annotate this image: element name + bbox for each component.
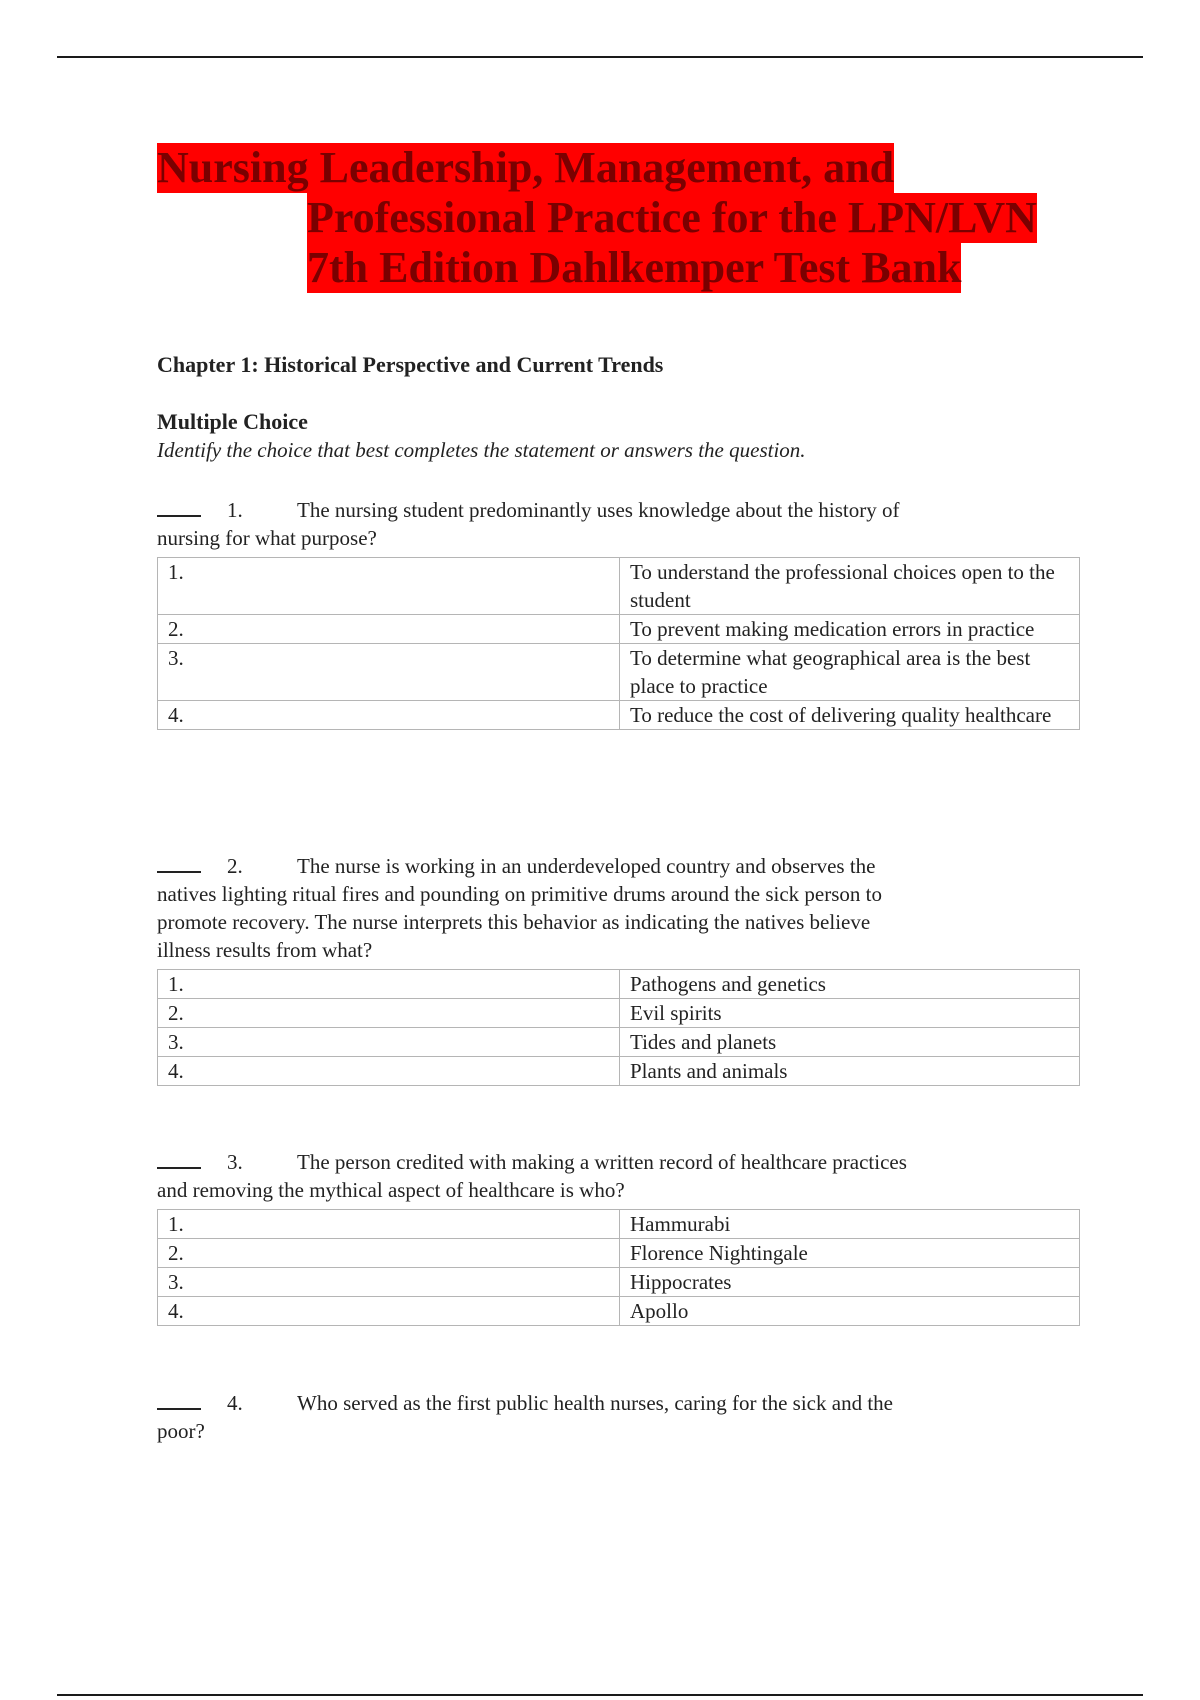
answer-blank[interactable] <box>157 851 201 873</box>
question-text-cont: promote recovery. The nurse interprets this behavior as indicating the natives believe <box>157 910 871 934</box>
question-text-cont: illness results from what? <box>157 938 373 962</box>
option-row <box>158 1297 1080 1326</box>
answer-blank[interactable] <box>157 1388 201 1410</box>
section-instruction: Identify the choice that best completes the statement or answers the question. <box>157 438 806 462</box>
question-text: The person credited with making a written record of healthcare practices <box>297 1150 907 1174</box>
option-number: 2. <box>158 1239 620 1268</box>
option-text: Apollo <box>620 1297 1080 1326</box>
option-text: To understand the professional choices open to the student <box>620 558 1080 615</box>
title-line-3: 7th Edition Dahlkemper Test Bank <box>307 243 962 292</box>
option-number: 4. <box>158 1297 620 1326</box>
option-text: To determine what geographical area is the best place to practice <box>620 644 1080 701</box>
option-row <box>158 970 1080 999</box>
option-number: 2. <box>158 615 620 644</box>
option-row <box>158 558 1080 615</box>
answer-blank[interactable] <box>157 1147 201 1169</box>
option-number: 4. <box>158 701 620 730</box>
option-number: 3. <box>158 644 620 701</box>
question-3 <box>157 1147 987 1204</box>
option-text: Hippocrates <box>620 1268 1080 1297</box>
section-heading: Multiple Choice <box>157 409 308 434</box>
option-row <box>158 615 1080 644</box>
options-table-1 <box>157 557 1080 730</box>
options-table-3 <box>157 1209 1080 1326</box>
option-text: Evil spirits <box>620 999 1080 1028</box>
header-rule <box>57 56 1143 58</box>
option-text: Hammurabi <box>620 1210 1080 1239</box>
option-row <box>158 1239 1080 1268</box>
question-number: 3. <box>227 1150 243 1174</box>
option-row <box>158 1028 1080 1057</box>
title-line-2: Professional Practice for the LPN/LVN <box>307 193 1037 242</box>
option-text: Plants and animals <box>620 1057 1080 1086</box>
option-row <box>158 644 1080 701</box>
question-1 <box>157 495 987 552</box>
option-row <box>158 1210 1080 1239</box>
question-text-cont: natives lighting ritual fires and pounding on primitive drums around the sick person to <box>157 882 882 906</box>
footer-rule <box>57 1694 1143 1696</box>
option-row <box>158 999 1080 1028</box>
question-number: 1. <box>227 498 243 522</box>
option-text: Tides and planets <box>620 1028 1080 1057</box>
option-number: 3. <box>158 1028 620 1057</box>
options-table-2 <box>157 969 1080 1086</box>
option-number: 2. <box>158 999 620 1028</box>
chapter-heading: Chapter 1: Historical Perspective and Current Trends <box>157 352 664 377</box>
option-row <box>158 1268 1080 1297</box>
question-text-cont: and removing the mythical aspect of healthcare is who? <box>157 1178 625 1202</box>
option-number: 1. <box>158 558 620 615</box>
question-text: The nurse is working in an underdeveloped country and observes the <box>297 854 876 878</box>
answer-blank[interactable] <box>157 495 201 517</box>
question-text: The nursing student predominantly uses knowledge about the history of <box>297 498 900 522</box>
question-text-cont: poor? <box>157 1419 205 1443</box>
option-number: 4. <box>158 1057 620 1086</box>
option-row <box>158 701 1080 730</box>
question-4 <box>157 1388 987 1445</box>
option-number: 1. <box>158 970 620 999</box>
option-number: 1. <box>158 1210 620 1239</box>
option-row <box>158 1057 1080 1086</box>
question-number: 2. <box>227 854 243 878</box>
option-text: To reduce the cost of delivering quality healthcare <box>620 701 1080 730</box>
question-number: 4. <box>227 1391 243 1415</box>
question-text-cont: nursing for what purpose? <box>157 526 377 550</box>
option-number: 3. <box>158 1268 620 1297</box>
option-text: To prevent making medication errors in practice <box>620 615 1080 644</box>
question-2 <box>157 851 987 964</box>
option-text: Pathogens and genetics <box>620 970 1080 999</box>
option-text: Florence Nightingale <box>620 1239 1080 1268</box>
title-line-1: Nursing Leadership, Management, and <box>157 143 895 192</box>
question-text: Who served as the first public health nurses, caring for the sick and the <box>297 1391 893 1415</box>
